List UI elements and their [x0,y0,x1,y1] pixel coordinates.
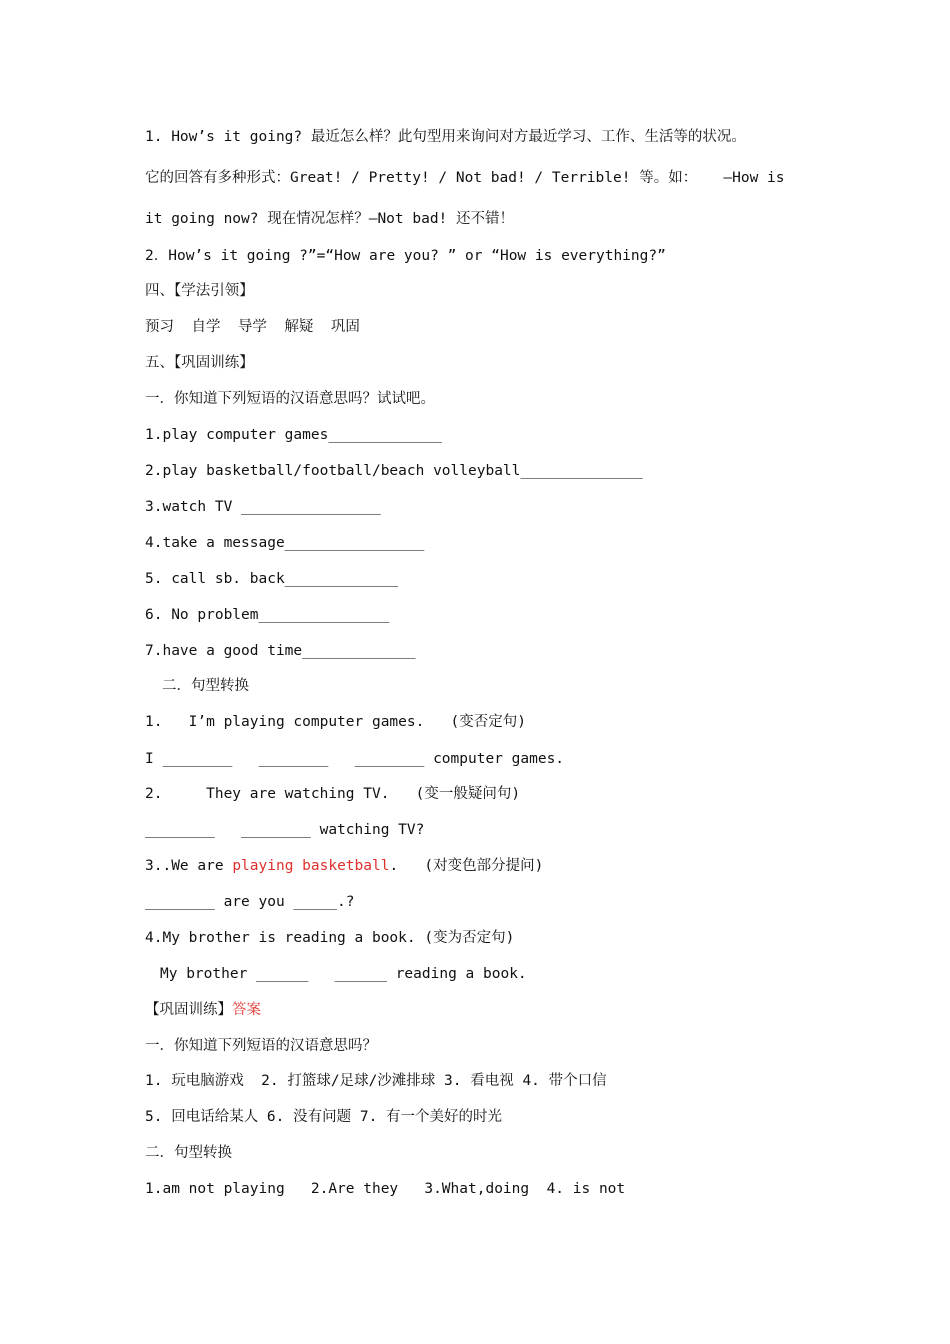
answers-heading-label: 【巩固训练】 [145,1002,232,1018]
phrase-item: 4.take a message________________ [145,535,425,551]
section4-heading: 四、【学法引领】 [145,283,254,299]
q3-highlight: playing basketball [232,858,390,874]
note-line-2: 它的回答有多种形式：Great! / Pretty! / Not bad! / Terrible! 等。如： —How is [145,170,785,186]
transform-question-2: 2. They are watching TV. (变一般疑问句) [145,786,521,802]
note-line-3: it going now? 现在情况怎样？—Not bad! 还不错！ [145,211,515,227]
q3-prefix: 3..We are [145,858,233,874]
transform-question-1: 1. I’m playing computer games. (变否定句) [145,714,526,730]
phrase-item: 5. call sb. back_____________ [145,571,399,587]
answers-row-3: 1.am not playing 2.Are they 3.What,doing 4. is not [145,1181,626,1197]
phrase-item: 2.play basketball/football/beach volleyball______________ [145,463,643,479]
part1-title: 一．你知道下列短语的汉语意思吗？试试吧。 [145,391,435,407]
answers-row-1: 1. 玩电脑游戏 2. 打篮球/足球/沙滩排球 3. 看电视 4. 带个口信 [145,1073,607,1089]
phrase-item: 3.watch TV ________________ [145,499,381,515]
section5-heading: 五、【巩固训练】 [145,355,254,371]
answers-heading [145,1000,820,1020]
transform-answer-blank-3: ________ are you _____.? [145,894,355,910]
phrase-item: 1.play computer games_____________ [145,427,442,443]
transform-question-3 [145,856,820,876]
note-line-4: 2．How’s it going ?”=“How are you? ” or “How is everything?” [145,248,666,264]
answers-part2-title: 二．句型转换 [145,1145,232,1161]
q3-suffix: . (对变色部分提问) [389,858,544,874]
transform-answer-blank-4: My brother ______ ______ reading a book. [160,966,527,982]
study-methods: 预习 自学 导学 解疑 巩固 [145,319,360,335]
answers-heading-highlight: 答案 [232,1002,261,1018]
answers-row-2: 5. 回电话给某人 6. 没有问题 7. 有一个美好的时光 [145,1109,503,1125]
note-line-1: 1. How’s it going? 最近怎么样？此句型用来询问对方最近学习、工作、生活等的状况。 [145,129,746,145]
transform-answer-blank-2: ________ ________ watching TV? [145,822,425,838]
phrase-item: 7.have a good time_____________ [145,643,416,659]
answers-part1-title: 一．你知道下列短语的汉语意思吗？ [145,1038,377,1054]
transform-answer-blank-1: I ________ ________ ________ computer games. [145,751,565,767]
phrase-item: 6. No problem_______________ [145,607,390,623]
part2-title: 二．句型转换 [162,678,249,694]
transform-question-4: 4.My brother is reading a book. (变为否定句) [145,930,515,946]
